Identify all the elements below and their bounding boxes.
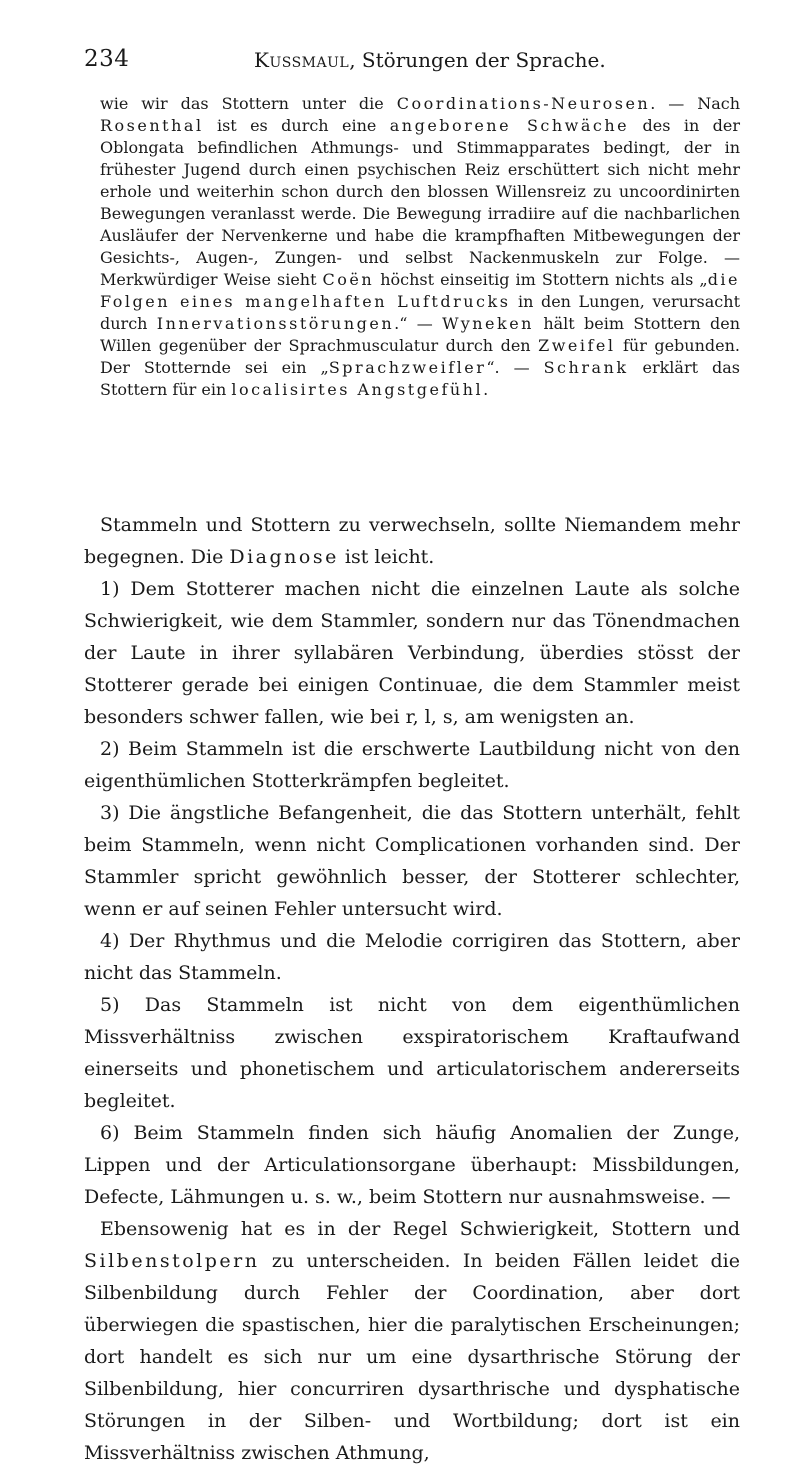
text-run: “. — <box>486 358 544 377</box>
spaced-author-name: Coën <box>322 270 375 289</box>
list-item-6: 6) Beim Stammeln finden sich häufig Anomalien der Zunge, Lippen und der Articulationsorgane überhaupt: Missbildungen, Defecte, Lähmungen u. s. w., beim Stottern nur ausnahmsweise. — <box>84 1122 740 1208</box>
spaced-term: Innervationsstörungen <box>156 314 395 333</box>
spaced-author-name: Rosenthal <box>100 116 204 135</box>
text-run: Ebensowenig hat es in der Regel Schwierigkeit, Stottern und <box>100 1218 740 1240</box>
main-text-block <box>84 509 740 1469</box>
text-run: . — Nach <box>650 94 741 113</box>
text-run: ist es durch eine <box>203 116 390 135</box>
page-header <box>84 44 724 78</box>
footnote-text-block <box>100 93 740 401</box>
spaced-term: angeborene Schwäche <box>389 116 630 135</box>
list-item-5: 5) Das Stammeln ist nicht von dem eigenthümlichen Missverhältniss zwischen exspiratorischem Kraftaufwand einerseits und phonetischem und articulatorischem andererseits begleitet. <box>84 994 740 1112</box>
spaced-term: Silbenstolpern <box>84 1250 260 1272</box>
text-run: . <box>483 380 489 399</box>
page-number: 234 <box>84 46 130 72</box>
spaced-term: Coordinations-Neurosen <box>396 94 651 113</box>
list-item-3: 3) Die ängstliche Befangenheit, die das Stottern unterhält, fehlt beim Stammeln, wenn nicht Complicationen vorhanden sind. Der Stammler spricht gewöhnlich besser, der Stotterer schlechter, wenn er auf seinen Fehler untersucht wird. <box>84 802 740 920</box>
text-run: in den Lungen, verursacht durch <box>100 292 741 333</box>
list-item-4: 4) Der Rhythmus und die Melodie corrigiren das Stottern, aber nicht das Stammeln. <box>84 930 740 984</box>
list-item-1: 1) Dem Stotterer machen nicht die einzelnen Laute als solche Schwierigkeit, wie dem Stammler, sondern nur das Tönendmachen der Laute in ihrer syllabären Verbindung, überdies stösst der Stotterer gerade bei einigen Continuae, die dem Stammler meist besonders schwer fallen, wie bei r, l, s, am wenigsten an. <box>84 578 740 728</box>
text-run: für gebunden. Der Stotternde sei ein „ <box>100 336 740 377</box>
text-run: wie wir das Stottern unter die <box>100 94 397 113</box>
running-head-title: , Störungen der Sprache. <box>349 48 606 72</box>
spaced-author-name: Wyneken <box>442 314 534 333</box>
spaced-quote: die Folgen eines mangelhaften Luftdrucks <box>100 270 741 311</box>
paragraph-silbenstolpern <box>84 1213 740 1469</box>
list-item-2: 2) Beim Stammeln ist die erschwerte Lautbildung nicht von den eigenthümlichen Stotterkrämpfen begleitet. <box>84 738 740 792</box>
text-run: des in der Oblongata befindlichen Athmungs- und Stimmapparates bedingt, der in frühester Jugend durch einen psychischen Reiz erschüttert sich nicht mehr erhole und weiterhin schon durch den blossen Willensreiz zu uncoordinirten Bewegungen veranlasst werde. Die Bewegung irradiire auf die nachbarlichen Ausläufer der Nervenkerne und habe die krampfhaften Mitbewegungen der Gesichts-, Augen-, Zungen- und selbst Nackenmuskeln zur Folge. — Merkwürdiger Weise sieht <box>100 116 740 289</box>
text-run: hält beim Stottern den Willen gegenüber der Sprachmusculatur durch den <box>100 314 741 355</box>
spaced-term: Diagnose <box>229 546 339 568</box>
text-run: erklärt das Stottern für ein <box>100 358 741 399</box>
text-run: Stammeln und Stottern zu verwechseln, sollte Niemandem mehr begegnen. Die <box>84 514 740 568</box>
running-head <box>254 48 606 72</box>
running-head-author: Kussmaul <box>254 48 350 72</box>
text-run: .“ — <box>394 314 443 333</box>
text-run: zu unterscheiden. In beiden Fällen leidet die Silbenbildung durch Fehler der Coordination, aber dort überwiegen die spastischen, hier die paralytischen Erscheinungen; dort handelt es sich nur um eine dysarthrische Störung der Silbenbildung, hier concurriren dysarthrische und dysphatische Störungen in der Silben- und Wortbildung; dort ist ein Missverhältniss zwischen Athmung, <box>84 1250 740 1464</box>
spaced-term: Sprachzweifler <box>328 358 487 377</box>
text-run: höchst einseitig im Stottern nichts als „ <box>374 270 708 289</box>
spaced-author-name: Schrank <box>543 358 629 377</box>
spaced-term: localisirtes Angstgefühl <box>231 380 484 399</box>
paragraph-theories <box>100 93 740 401</box>
text-run: ist leicht. <box>338 546 435 568</box>
spaced-term: Zweifel <box>538 336 616 355</box>
paragraph-intro <box>84 509 740 573</box>
